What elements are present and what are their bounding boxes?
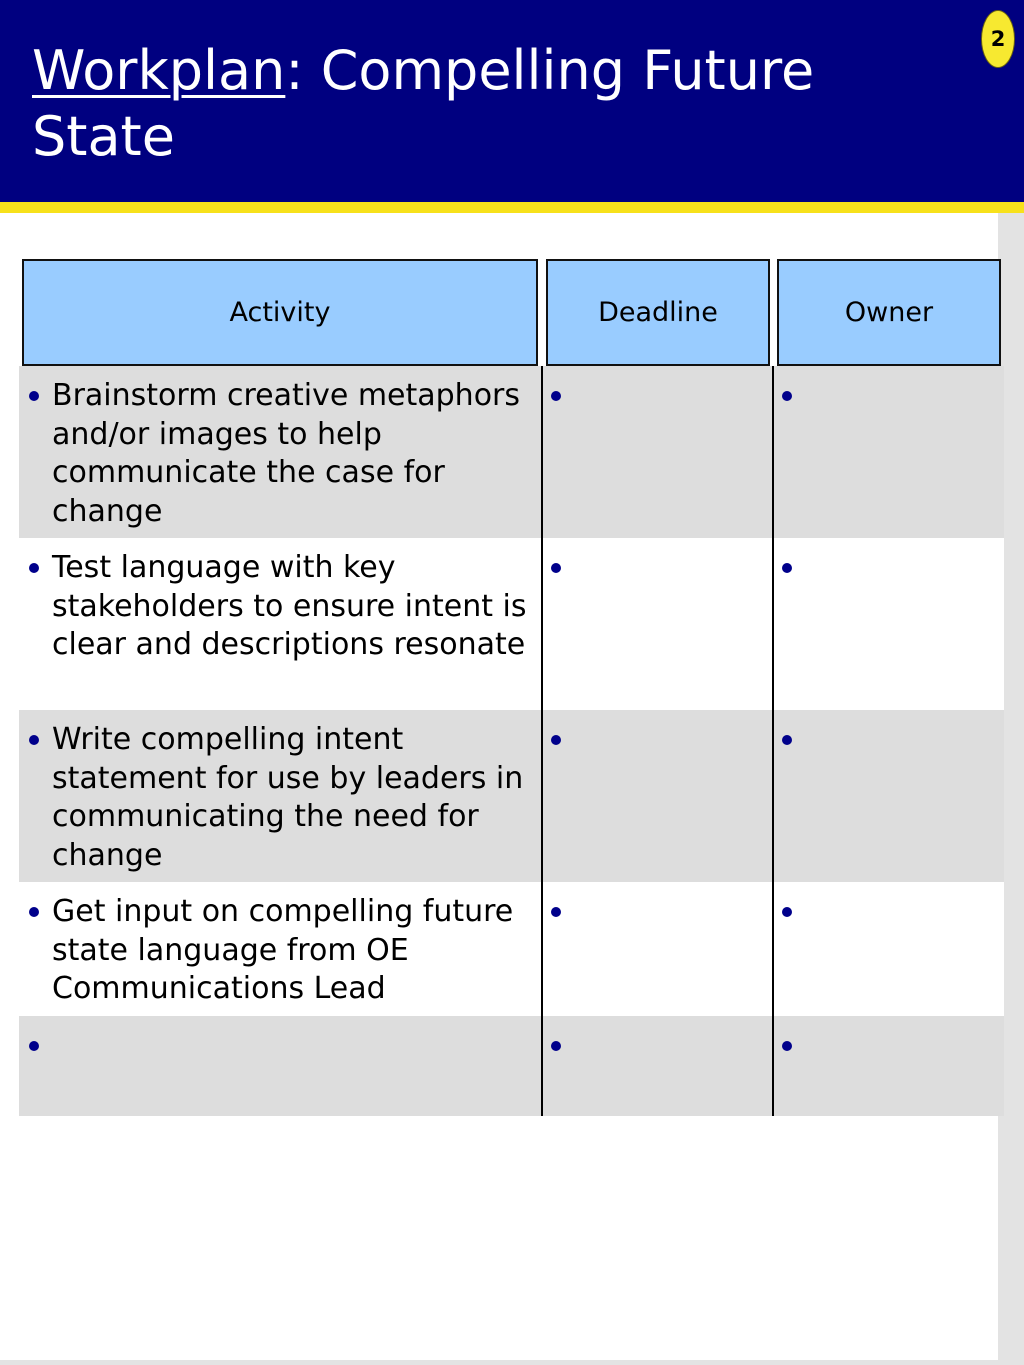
page-title: [32, 38, 932, 170]
bullet-icon: [551, 735, 561, 745]
bullet-icon: [551, 391, 561, 401]
bullet-icon: [782, 907, 792, 917]
activity-cell: Write compelling intent statement for use by leaders in communicating the need for change: [52, 722, 524, 873]
table-row: [19, 1016, 1004, 1116]
bottom-margin-band: [0, 1360, 1024, 1365]
column-divider: [541, 366, 543, 1116]
activity-cell: Get input on compelling future state language from OE Communications Lead: [52, 894, 514, 1006]
bullet-icon: [29, 1041, 39, 1051]
activity-cell: Brainstorm creative metaphors and/or images to help communicate the case for change: [52, 378, 521, 529]
bullet-icon: [551, 563, 561, 573]
bullet-icon: [29, 735, 39, 745]
title-link[interactable]: Workplan: [32, 39, 286, 102]
page-number-badge: 2: [981, 10, 1015, 68]
bullet-icon: [782, 391, 792, 401]
bullet-icon: [782, 1041, 792, 1051]
bullet-icon: [551, 907, 561, 917]
bullet-icon: [29, 391, 39, 401]
title-text: : Compelling Future State: [32, 39, 815, 168]
column-header-activity: Activity: [22, 259, 538, 366]
column-header-deadline: Deadline: [546, 259, 770, 366]
column-divider: [772, 366, 774, 1116]
bullet-icon: [29, 907, 39, 917]
bullet-icon: [782, 735, 792, 745]
activity-cell: Test language with key stakeholders to ensure intent is clear and descriptions resonate: [52, 550, 527, 662]
bullet-icon: [551, 1041, 561, 1051]
column-header-owner: Owner: [777, 259, 1001, 366]
bullet-icon: [782, 563, 792, 573]
accent-rule: [0, 202, 1024, 213]
bullet-icon: [29, 563, 39, 573]
